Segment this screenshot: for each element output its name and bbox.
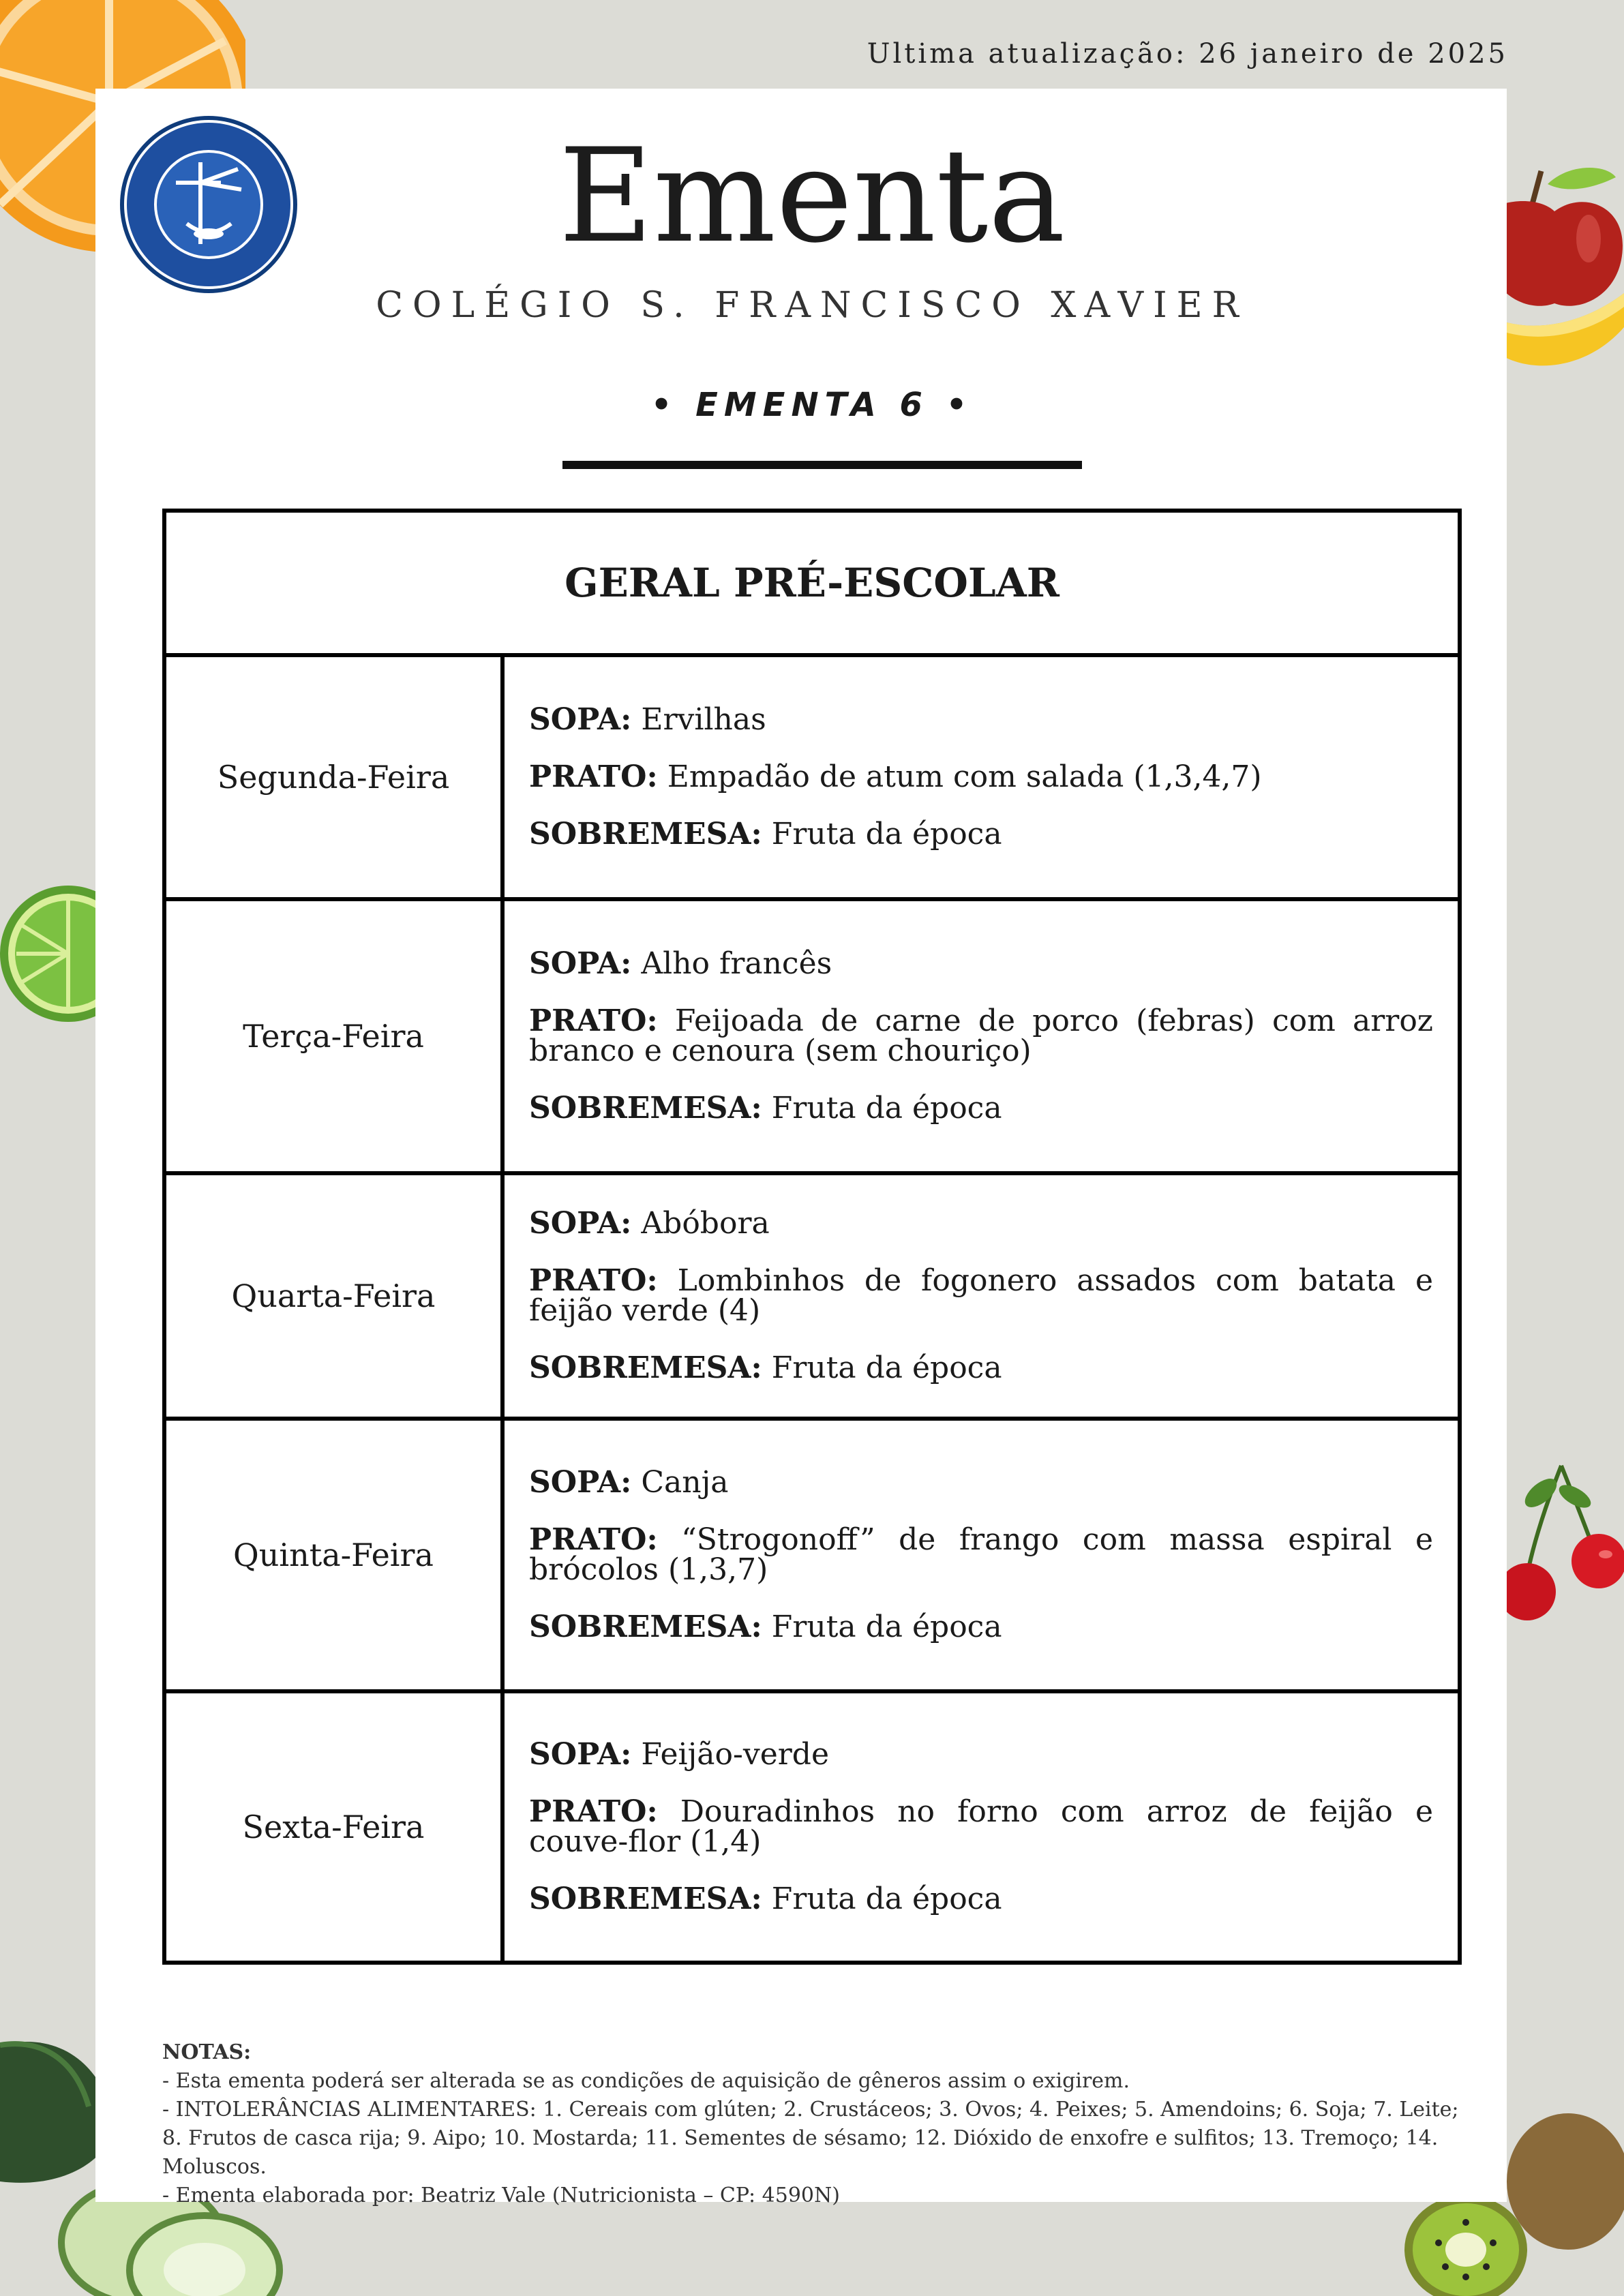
table-row (166, 1421, 1458, 1693)
main-line: PRATO: Douradinhos no forno com arroz de feijão e couve-flor (1,4) (529, 1794, 1433, 1859)
meal-details (529, 1175, 1433, 1417)
dessert-line: SOBREMESA: Fruta da época (529, 1882, 1002, 1916)
dessert-line: SOBREMESA: Fruta da época (529, 1350, 1002, 1385)
soup-line: SOPA: Ervilhas (529, 702, 766, 737)
cherries-icon (1500, 1459, 1624, 1622)
day-label: Sexta-Feira (242, 1809, 425, 1845)
dessert-line: SOBREMESA: Fruta da época (529, 1610, 1002, 1644)
day-label: Quinta-Feira (233, 1537, 434, 1573)
meal-details (529, 1693, 1433, 1961)
dessert-line: SOBREMESA: Fruta da época (529, 817, 1002, 851)
last-updated: Ultima atualização: 26 janeiro de 2025 (867, 38, 1508, 70)
main-line: PRATO: Feijoada de carne de porco (febras) com arroz branco e cenoura (sem chouriço) (529, 1003, 1433, 1068)
table-heading: GERAL PRÉ-ESCOLAR (166, 513, 1458, 657)
table-row (166, 1175, 1458, 1421)
menu-number: • EMENTA 6 • (650, 386, 974, 424)
meal-details (529, 901, 1433, 1171)
lime-slice-icon (0, 883, 97, 1024)
note-line: - Ementa elaborada por: Beatriz Vale (Nutricionista – CP: 4590N) (162, 2184, 840, 2207)
note-line: - Esta ementa poderá ser alterada se as condições de aquisição de gêneros assim o exigirem. (162, 2069, 1130, 2093)
soup-line: SOPA: Canja (529, 1465, 729, 1500)
main-line: PRATO: “Strogonoff” de frango com massa espiral e brócolos (1,3,7) (529, 1522, 1433, 1587)
soup-line: SOPA: Alho francês (529, 946, 832, 981)
meal-details (529, 657, 1433, 897)
day-label: Quarta-Feira (231, 1278, 436, 1314)
main-line: PRATO: Empadão de atum com salada (1,3,4,7) (529, 759, 1262, 794)
main-line: PRATO: Lombinhos de fogonero assados com batata e feijão verde (4) (529, 1263, 1433, 1328)
soup-line: SOPA: Feijão-verde (529, 1737, 829, 1772)
soup-line: SOPA: Abóbora (529, 1206, 770, 1241)
notes-heading: NOTAS: (162, 2040, 252, 2064)
school-name: COLÉGIO S. FRANCISCO XAVIER (376, 285, 1248, 326)
table-row (166, 657, 1458, 901)
menu-table (162, 509, 1462, 1965)
note-line: - INTOLERÂNCIAS ALIMENTARES: 1. Cereais com glúten; 2. Crustáceos; 3. Ovos; 4. Peixes; 5. Amendoins; 6. Soja; 7. Leite; 8. Frutos de casca rija; 9. Aipo; 10. Mostarda; 11. Sementes de sésamo; 12. Dióxido de enxofre e sulfitos; 13. Tremoço; 14. Moluscos. (162, 2098, 1459, 2179)
dessert-line: SOBREMESA: Fruta da época (529, 1091, 1002, 1126)
table-row (166, 1693, 1458, 1961)
notes (162, 2038, 1462, 2210)
day-label: Segunda-Feira (217, 759, 450, 796)
divider (562, 461, 1082, 469)
day-label: Terça-Feira (243, 1018, 424, 1055)
page-title: Ementa (558, 121, 1066, 271)
table-row (166, 901, 1458, 1175)
meal-details (529, 1421, 1433, 1689)
